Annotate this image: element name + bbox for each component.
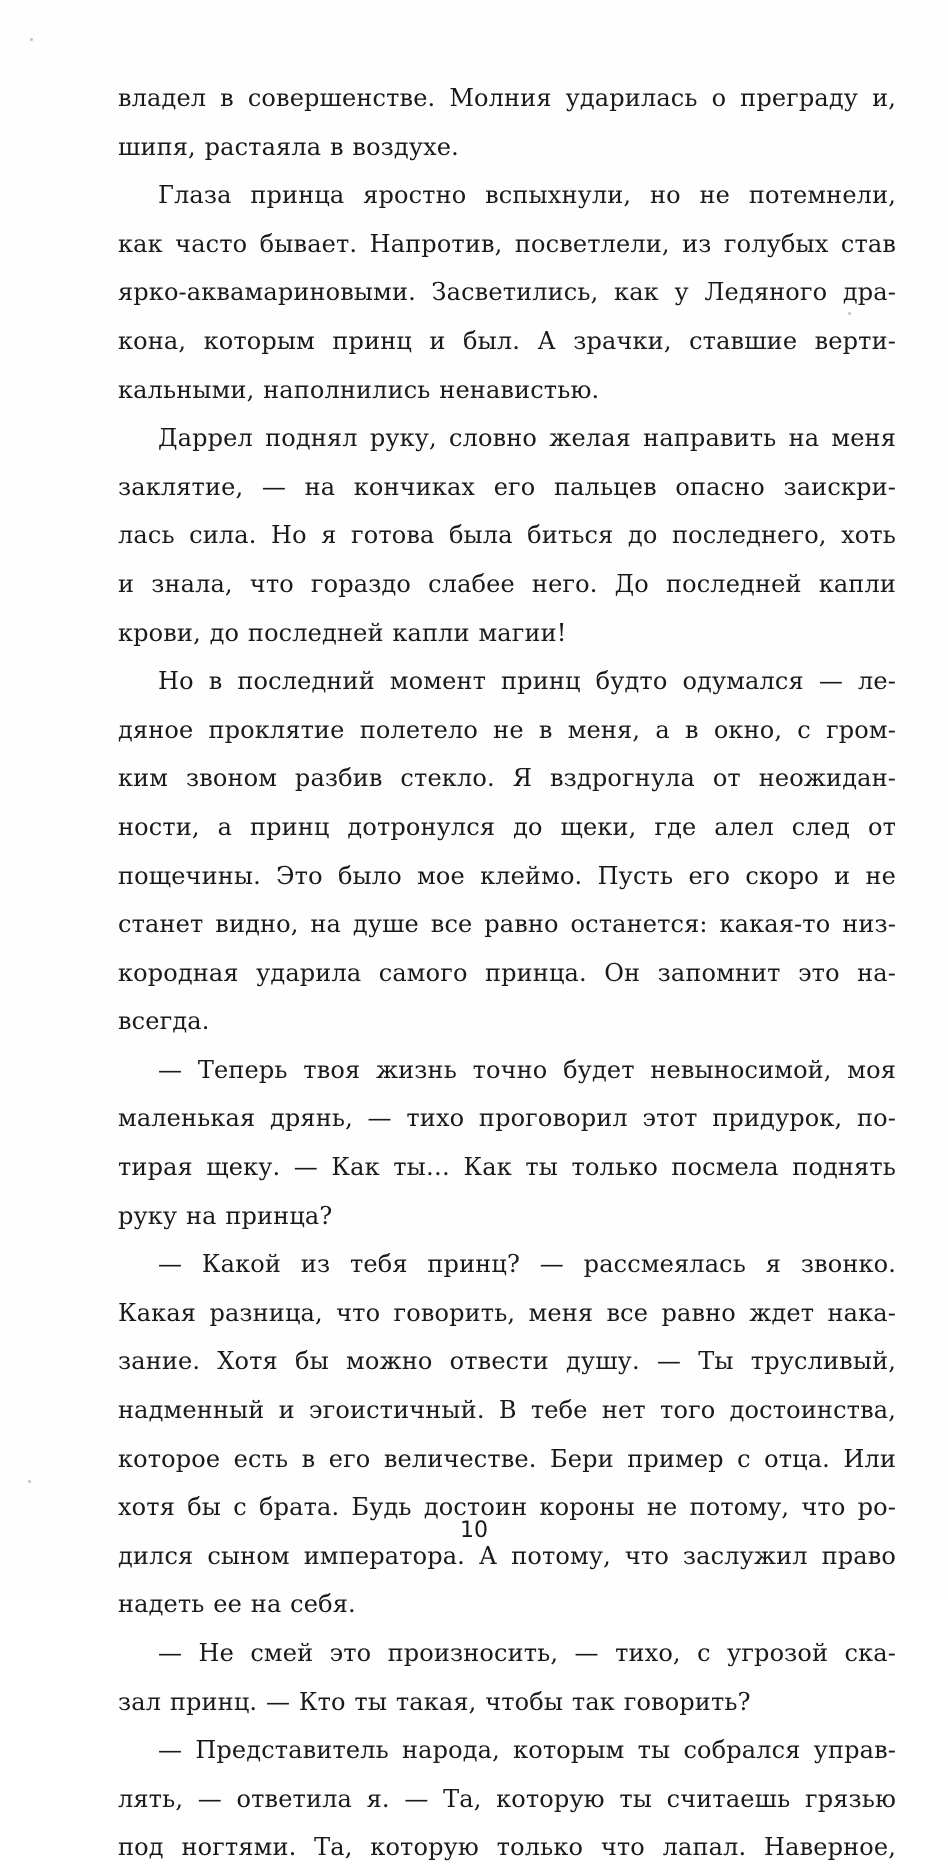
text-line: пощечины. Это было мое клеймо. Пусть его скоро и не xyxy=(118,861,896,890)
page-number: 10 xyxy=(460,1518,488,1543)
text-line: — Не смей это произносить, — тихо, с угрозой ска- xyxy=(158,1639,896,1667)
text-line: ярко-аквамариновыми. Засветились, как у Ледяного дра- xyxy=(118,278,896,307)
text-line: — Какой из тебя принц? — рассмеялась я звонко. xyxy=(158,1250,896,1279)
text-line: кона, которым принц и был. А зрачки, ставшие верти- xyxy=(118,326,896,355)
text-line: шипя, растаяла в воздухе. xyxy=(118,132,459,161)
text-line: хотя бы с брата. Будь достоин короны не потому, что ро- xyxy=(118,1493,896,1522)
text-line: крови, до последней капли магии! xyxy=(118,618,567,647)
text-line: лять, — ответила я. — Та, которую ты считаешь грязью xyxy=(118,1784,896,1813)
text-line: зание. Хотя бы можно отвести душу. — Ты трусливый, xyxy=(118,1347,896,1376)
text-line: как часто бывает. Напротив, посветлели, из голубых став xyxy=(118,229,896,258)
body-text xyxy=(118,74,896,1872)
paper-speck xyxy=(28,1480,31,1483)
text-line: — Представитель народа, которым ты собрался управ- xyxy=(158,1736,896,1765)
text-line: всегда. xyxy=(118,1007,210,1036)
text-line: заклятие, — на кончиках его пальцев опасно заискри- xyxy=(118,472,896,501)
text-line: которое есть в его величестве. Бери пример с отца. Или xyxy=(118,1444,896,1473)
text-line: зал принц. — Кто ты такая, чтобы так говорить? xyxy=(118,1687,751,1716)
text-line: маленькая дрянь, — тихо проговорил этот придурок, по- xyxy=(118,1104,896,1133)
text-line: ким звоном разбив стекло. Я вздрогнула от неожидан- xyxy=(118,764,896,793)
text-line: ности, а принц дотронулся до щеки, где алел след от xyxy=(118,812,896,841)
text-line: Какая разница, что говорить, меня все равно ждет нака- xyxy=(118,1298,896,1327)
text-line: кальными, наполнились ненавистью. xyxy=(118,375,600,404)
text-line: Но в последний момент принц будто одумался — ле- xyxy=(158,667,896,696)
text-line: дяное проклятие полетело не в меня, а в окно, с гром- xyxy=(118,715,896,744)
text-line: лась сила. Но я готова была биться до последнего, хоть xyxy=(118,521,896,550)
text-line: тирая щеку. — Как ты… Как ты только посмела поднять xyxy=(118,1153,896,1182)
text-line: и знала, что гораздо слабее него. До последней капли xyxy=(118,569,896,598)
text-line: — Теперь твоя жизнь точно будет невыносимой, моя xyxy=(158,1055,896,1084)
text-line: надеть ее на себя. xyxy=(118,1590,356,1619)
text-line: дился сыном императора. А потому, что заслужил право xyxy=(118,1541,896,1570)
text-line: кородная ударила самого принца. Он запомнит это на- xyxy=(118,958,896,987)
text-line: надменный и эгоистичный. В тебе нет того достоинства, xyxy=(118,1396,896,1425)
text-line: под ногтями. Та, которую только что лапал. Наверное, xyxy=(118,1833,896,1862)
text-line: Глаза принца яростно вспыхнули, но не потемнели, xyxy=(158,181,896,210)
text-line: станет видно, на душе все равно останется: какая-то низ- xyxy=(118,910,896,939)
paper-speck xyxy=(30,38,33,41)
text-line: Даррел поднял руку, словно желая направить на меня xyxy=(158,424,896,453)
text-line: руку на принца? xyxy=(118,1201,333,1230)
text-line: владел в совершенстве. Молния ударилась о преграду и, xyxy=(118,84,896,112)
